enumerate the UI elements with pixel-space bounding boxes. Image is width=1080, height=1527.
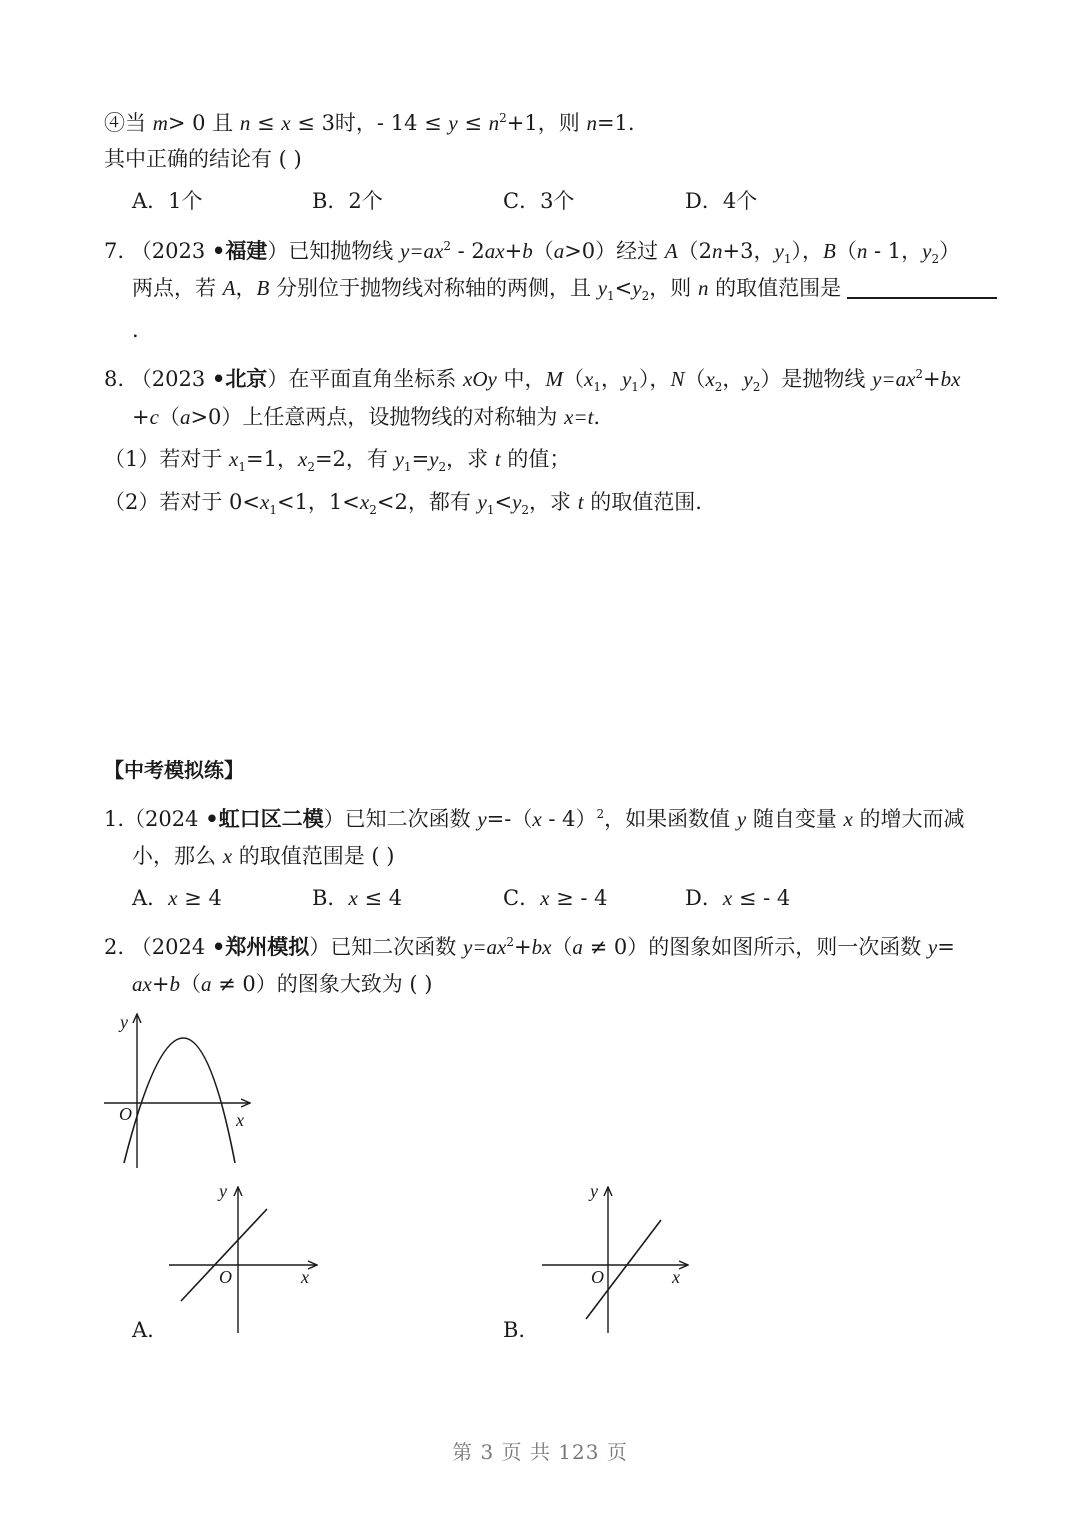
m1-option-c: C．x ≥ - 4 (503, 886, 608, 910)
q8-line-1: 8. （2023 •北京）在平面直角坐标系 xOy 中，$M(x_1$，$y_1$），$N(x_2$，$y_2$）是抛物线 $y=ax^2+bx$ (104, 367, 961, 395)
m2-line-2: ax+b（a ≠ 0）的图象大致为 ( ) (132, 972, 433, 996)
parabola-y-label: y (120, 1012, 128, 1032)
q7-answer-blank (847, 277, 997, 299)
option-a-graph (165, 1183, 335, 1333)
m1-line-2: 小，那么 x 的取值范围是 ( ) (132, 844, 395, 868)
m1-line-1: 1.（2024 •虹口区二模）已知二次函数 y=-（x - 4）$^2$，如果函数值 y 随自变量 x 的增大而减 (104, 807, 965, 831)
q6-prompt: 其中正确的结论有 ( ) (104, 147, 302, 171)
m1-option-a: A．x ≥ 4 (132, 886, 222, 910)
option-a-label: A. (132, 1318, 154, 1342)
option-a-x-label: x (301, 1267, 309, 1287)
parabola-origin-label: O (119, 1104, 132, 1124)
m1-option-d: D．x ≤ - 4 (685, 886, 791, 910)
option-b-graph (538, 1183, 708, 1333)
option-a-origin-label: O (219, 1267, 232, 1287)
option-a-y-label: y (219, 1181, 227, 1201)
section-title: 【中考模拟练】 (104, 758, 244, 782)
page-footer: 第 3 页 共 123 页 (452, 1440, 628, 1464)
option-a-line (181, 1209, 267, 1301)
m2-line-1: 2. （2024 •郑州模拟）已知二次函数 $y=ax^2+bx(a \ne 0)$的图象如图所示，则一次函数 y= (104, 935, 955, 959)
q6-option-a: A．1个 (132, 189, 203, 213)
q6-option-b: B．2个 (312, 189, 383, 213)
parabola-curve (124, 1038, 235, 1163)
q6-option-d: D．4个 (685, 189, 758, 213)
q8-line-2: +c（a>0）上任意两点，设抛物线的对称轴为 x=t. (132, 405, 601, 429)
option-b-y-label: y (590, 1181, 598, 1201)
statement-4: ④当 m> 0 且 n ≤ x ≤ 3时，- $14 \le y \le n^2+1$，则 n=1. (104, 111, 635, 135)
q8-part-1: （1）若对于 $x_1=1$，$x_2=2$，有 $y_1=y_2$，求 t 的值； (104, 447, 571, 475)
q8-part-2: （2）若对于 $0<x_1<1$，$1<x_2<2$，都有 $y_1<y_2$，求 t 的取值范围. (104, 490, 702, 518)
option-b-origin-label: O (591, 1267, 604, 1287)
q7-line-1: 7. （2023 •福建）已知抛物线 $y=ax^2 - 2ax+b(a>0)$经过 A（2n+3，$y_1$），B（n - 1，$y_2$） (104, 239, 961, 267)
parabola-x-label: x (236, 1110, 244, 1130)
option-b-label: B. (503, 1318, 526, 1342)
option-b-x-label: x (672, 1267, 680, 1287)
m1-option-b: B．x ≤ 4 (312, 886, 403, 910)
q7-line-2: 两点，若 A，B 分别位于抛物线对称轴的两侧，且 $y_1<y_2$，则 n 的取值范围是 (132, 274, 997, 310)
q7-line-3: . (132, 318, 139, 342)
q6-option-c: C．3个 (503, 189, 575, 213)
parabola-graph (100, 1008, 260, 1173)
